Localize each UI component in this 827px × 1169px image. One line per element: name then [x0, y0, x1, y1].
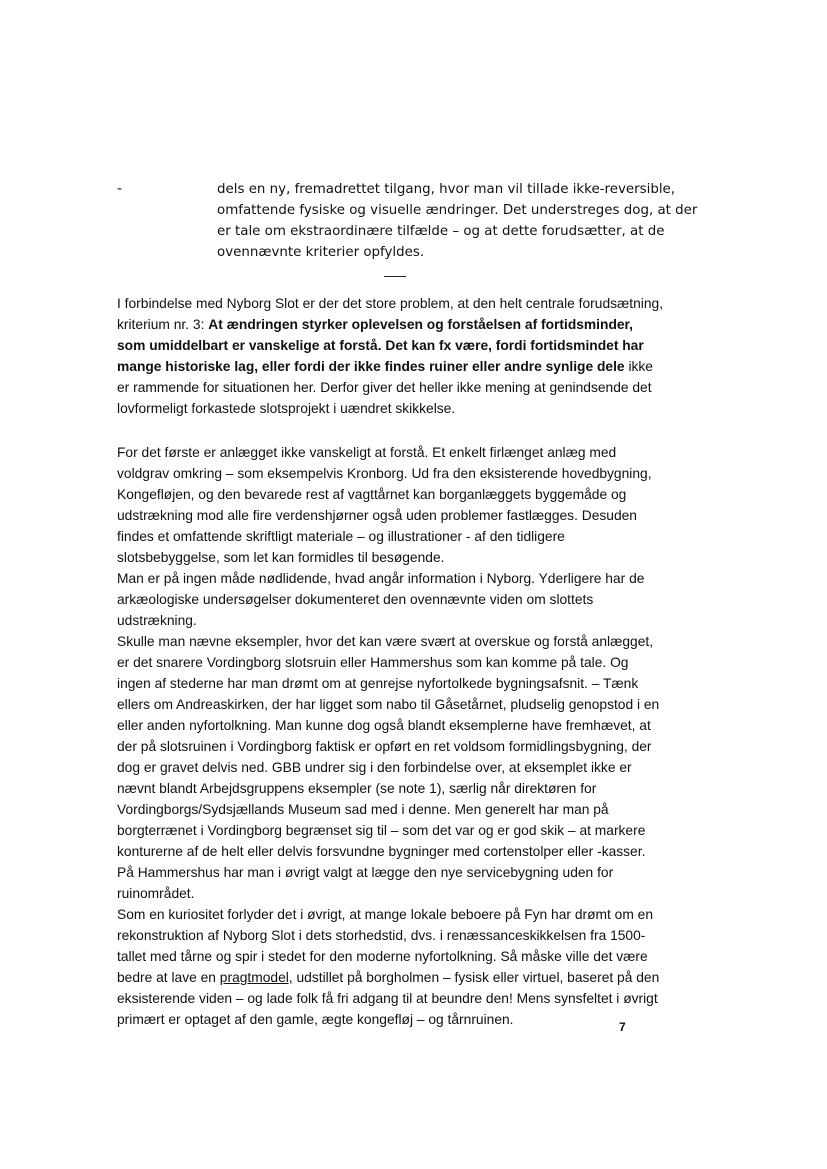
text-line: ruinområdet. — [117, 886, 195, 901]
text-line: ingen af stederne har man drømt om at genrejse nyfortolkede bygningsafsnit. – Tænk — [117, 676, 639, 691]
text-line — [117, 314, 677, 335]
text-line: slotsbebyggelse, som let kan formidles til besøgende. — [117, 550, 445, 565]
text-line: nævnt blandt Arbejdsgruppens eksempler (se note 1), særlig når direktøren for — [117, 781, 597, 796]
bullet-line: ovennævnte kriterier opfyldes. — [217, 245, 425, 260]
text-run: kriterium nr. 3: — [117, 317, 209, 332]
text-line: arkæologiske undersøgelser dokumenteret den ovennævnte viden om slottets — [117, 592, 594, 607]
text-line: er det snarere Vordingborg slotsruin eller Hammershus som kan komme på tale. Og — [117, 655, 629, 670]
text-line: findes et omfattende skriftligt materiale – og illustrationer - af den tidligere — [117, 529, 565, 544]
text-line: er rammende for situationen her. Derfor giver det heller ikke mening at genindsende det — [117, 380, 652, 395]
text-line: I forbindelse med Nyborg Slot er der det store problem, at den helt centrale forudsætning, — [117, 296, 664, 311]
bullet-line: dels en ny, fremadrettet tilgang, hvor man vil tillade ikke-reversible, — [217, 182, 676, 197]
text-line: eller anden nyfortolkning. Man kunne dog også blandt eksemplerne have fremhævet, at — [117, 718, 651, 733]
bullet-line: er tale om ekstraordinære tilfælde – og at dette forudsætter, at de — [217, 224, 665, 239]
text-line: lovformeligt forkastede slotsprojekt i uændret skikkelse. — [117, 401, 456, 416]
section-separator — [384, 276, 406, 277]
bold-text: mange historiske lag, eller fordi der ikke findes ruiner eller andre synlige dele — [117, 359, 625, 374]
text-run: ikke — [624, 359, 653, 374]
text-line — [117, 356, 677, 377]
text-line: Vordingborgs/Sydsjællands Museum sad med i denne. Men generelt har man på — [117, 802, 609, 817]
text-line: På Hammershus har man i øvrigt valgt at lægge den nye servicebygning uden for — [117, 865, 614, 880]
bold-text-line: som umiddelbart er vanskelige at forstå. Det kan fx være, fordi fortidsmindet har — [117, 338, 644, 353]
text-line: dog er gravet delvis ned. GBB undrer sig i den forbindelse over, at eksemplet ikke er — [117, 760, 632, 775]
paragraph-body — [117, 442, 677, 1030]
text-line: Kongefløjen, og den bevarede rest af vagttårnet kan borganlæggets byggemåde og — [117, 487, 627, 502]
bold-text: At ændringen styrker oplevelsen og forståelsen af fortidsminder, — [208, 317, 633, 332]
underlined-text: pragtmodel, — [219, 970, 293, 985]
text-run: bedre at lave en — [117, 970, 220, 985]
text-line: udstrækning mod alle fire verdenshjørner også uden problemer fastlægges. Desuden — [117, 508, 637, 523]
text-line: Man er på ingen måde nødlidende, hvad angår information i Nyborg. Yderligere har de — [117, 571, 645, 586]
text-line: eksisterende viden – og lade folk få fri adgang til at beundre den! Mens synsfeltet i øvrigt — [117, 991, 658, 1006]
bullet-line: omfattende fysiske og visuelle ændringer. Det understreges dog, at der — [217, 203, 698, 218]
text-line: voldgrav omkring – som eksempelvis Kronborg. Ud fra den eksisterende hovedbygning, — [117, 466, 652, 481]
text-line: Skulle man nævne eksempler, hvor det kan være svært at overskue og forstå anlægget, — [117, 634, 654, 649]
text-line: For det første er anlægget ikke vanskeligt at forstå. Et enkelt firlænget anlæg med — [117, 445, 617, 460]
text-line: udstrækning. — [117, 613, 197, 628]
bullet-marker: - — [117, 181, 123, 197]
text-line: borgterrænet i Vordingborg begrænset sig til – som det var og er god skik – at markere — [117, 823, 646, 838]
text-line: primært er optaget af den gamle, ægte kongefløj – og tårnruinen. — [117, 1012, 514, 1027]
text-line: ellers om Andreaskirken, der har ligget som nabo til Gåsetårnet, pludselig genopstod i en — [117, 697, 660, 712]
text-line: rekonstruktion af Nyborg Slot i dets storhedstid, dvs. i renæssanceskikkelsen fra 1500- — [117, 928, 646, 943]
text-line: tallet med tårne og spir i stedet for den moderne nyfortolkning. Så måske ville det være — [117, 949, 648, 964]
text-line: der på slotsruinen i Vordingborg faktisk er opført en ret voldsom formidlingsbygning, der — [117, 739, 652, 754]
text-run: udstillet på borgholmen – fysisk eller virtuel, baseret på den — [292, 970, 660, 985]
text-line: konturerne af de helt eller delvis forsvundne bygninger med cortenstolper eller -kasser. — [117, 844, 646, 859]
text-line — [117, 967, 677, 988]
paragraph-criterion — [117, 293, 677, 419]
bullet-item — [217, 179, 698, 263]
page-number: 7 — [619, 1020, 626, 1034]
text-line: Som en kuriositet forlyder det i øvrigt, at mange lokale beboere på Fyn har drømt om en — [117, 907, 654, 922]
